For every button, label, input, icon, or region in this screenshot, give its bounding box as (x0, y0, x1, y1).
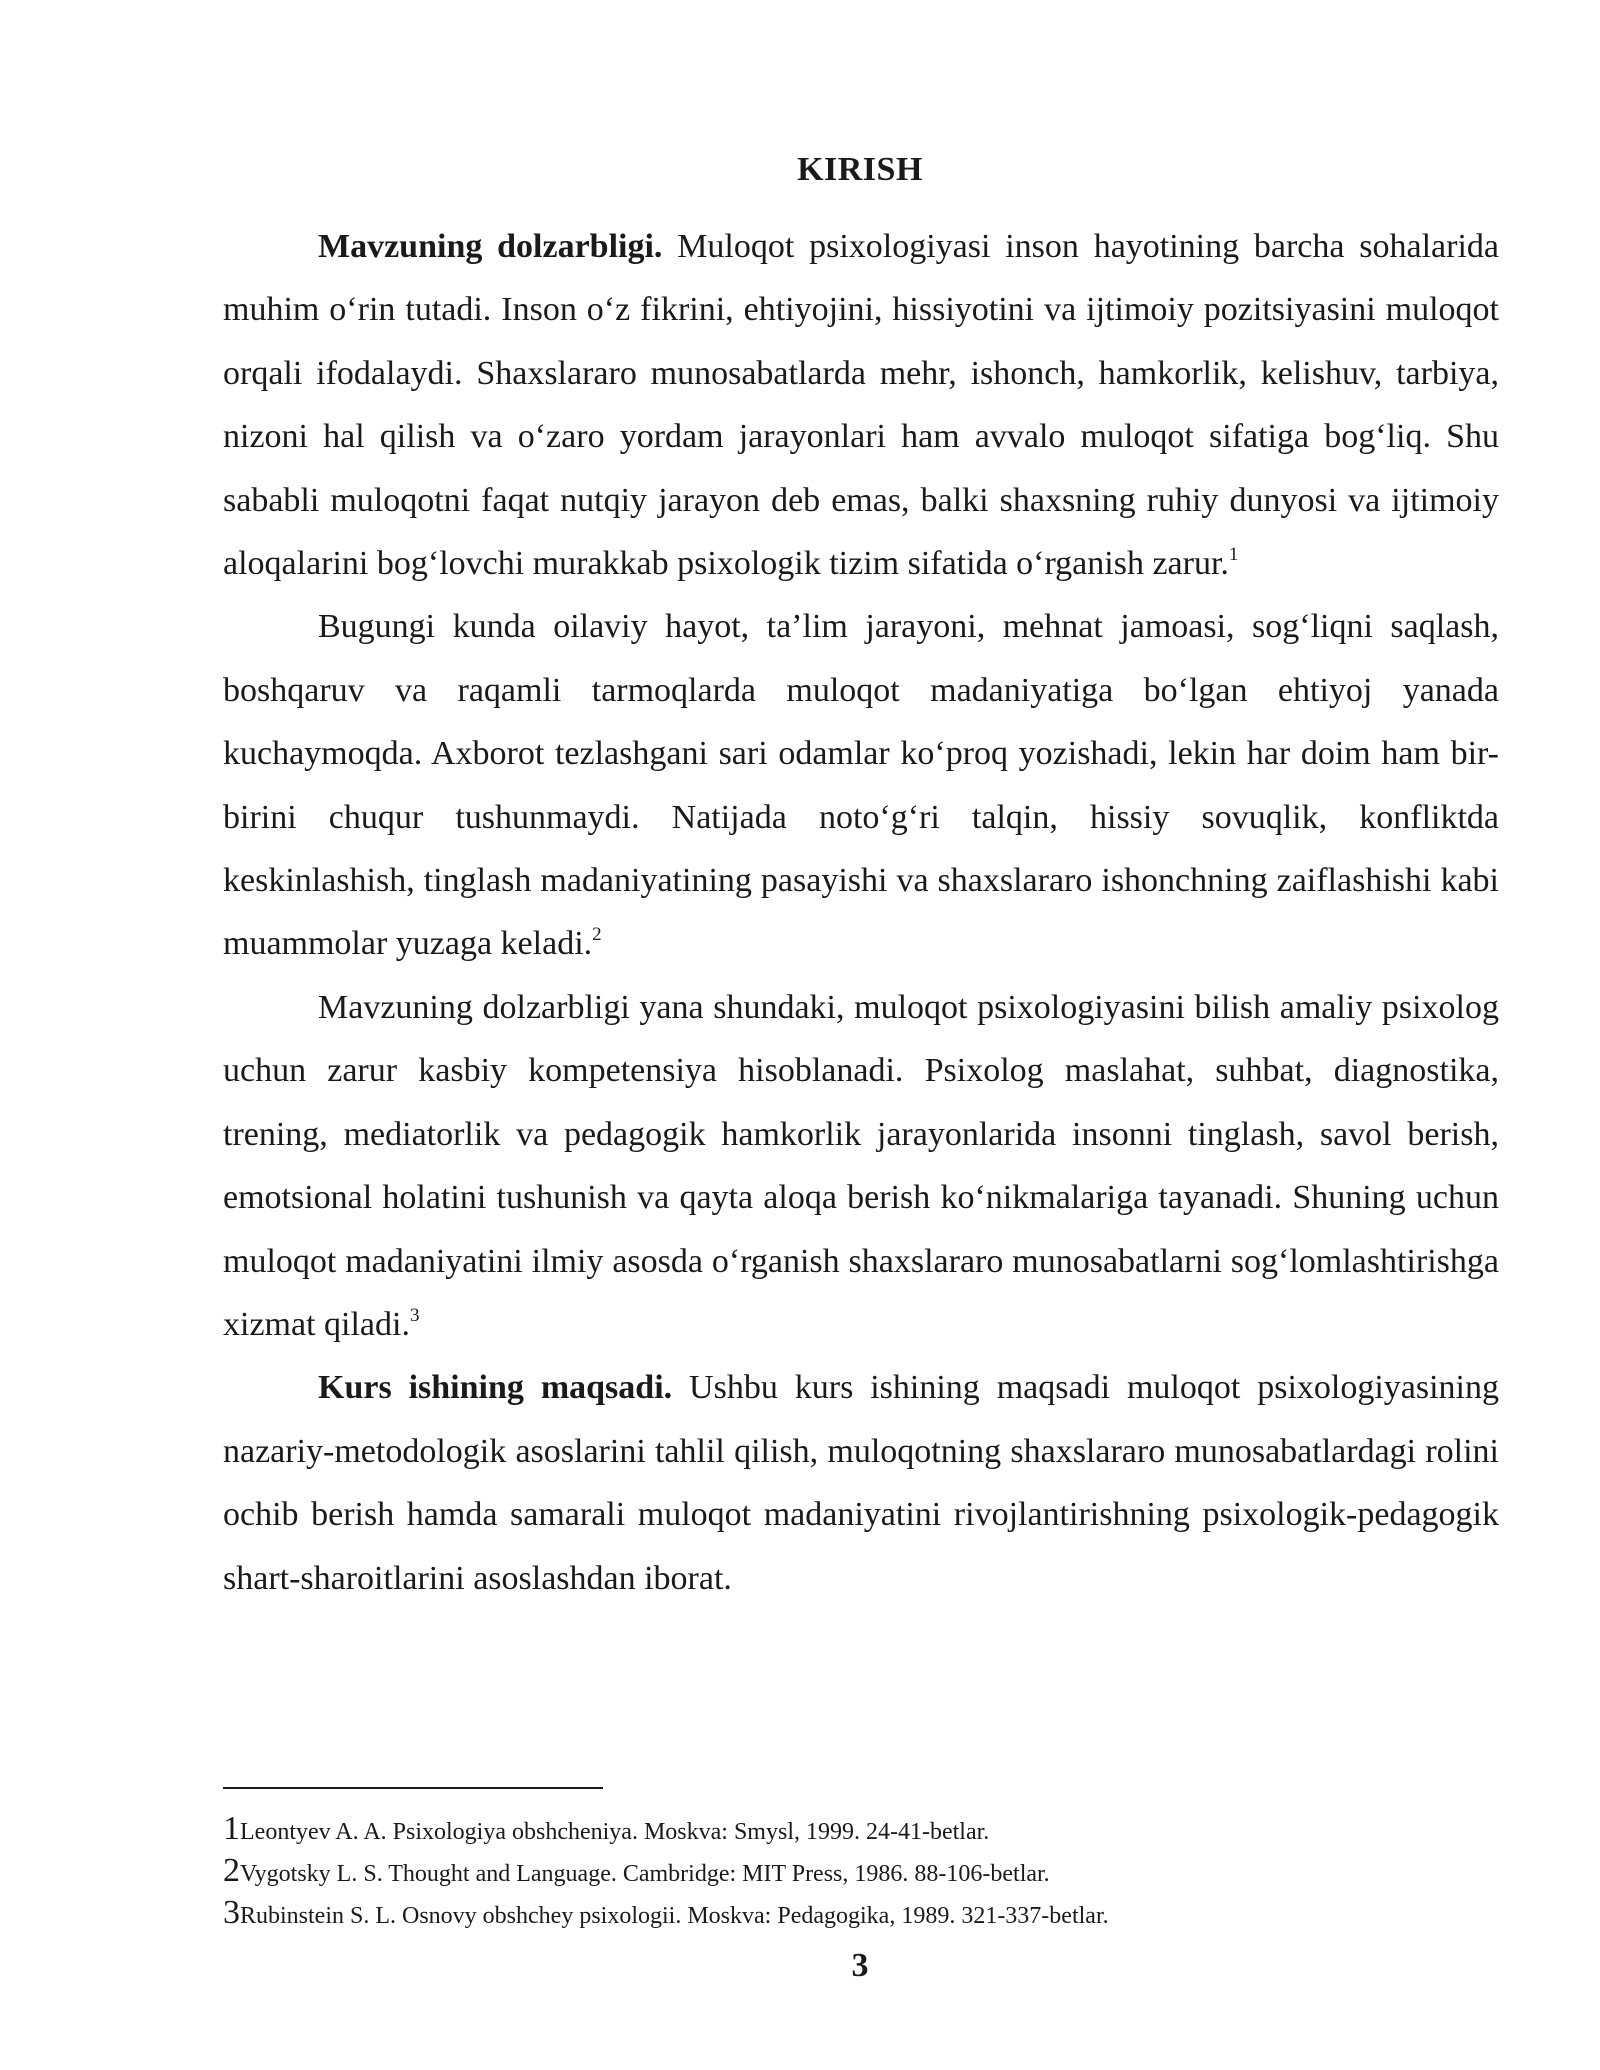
footnote-separator (223, 1787, 603, 1789)
body-text (223, 215, 1499, 1610)
footnote-text: Rubinstein S. L. Osnovy obshchey psixologii. Moskva: Pedagogika, 1989. 321-337-betlar. (240, 1903, 1109, 1929)
paragraph-lead: Mavzuning dolzarbligi. (318, 228, 663, 265)
paragraph-text: Mavzuning dolzarbligi yana shundaki, muloqot psixologiyasini bilish amaliy psixolog uchun zarur kasbiy kompetensiya hisoblanadi. Psixolog maslahat, suhbat, diagnostika, trening, mediatorlik va pedagogik hamkorlik jarayonlarida insonni tinglash, savol berish, emotsional holatini tushunish va qayta aloqa berish ko‘nikmalariga tayanadi. Shuning uchun muloqot madaniyatini ilmiy asosda o‘rganish shaxslararo munosabatlarni sog‘lomlashtirishga xizmat qiladi. (223, 988, 1499, 1343)
paragraph-relevance-continued (223, 976, 1499, 1356)
paragraph-text: Bugungi kunda oilaviy hayot, ta’lim jarayoni, mehnat jamoasi, sog‘liqni saqlash, boshqaruv va raqamli tarmoqlarda muloqot madaniyatiga bo‘lgan ehtiyoj yanada kuchaymoqda. Axborot tezlashgani sari odamlar ko‘proq yozishadi, lekin har doim ham bir-birini chuqur tushunmaydi. Natijada noto‘g‘ri talqin, hissiy sovuqlik, konfliktda keskinlashish, tinglash madaniyatining pasayishi va shaxslararo ishonchning zaiflashishi kabi muammolar yuzaga keladi. (223, 608, 1499, 963)
footnote-number: 1 (223, 1810, 240, 1847)
footnote-item (223, 1808, 1499, 1850)
footnote-ref[interactable]: 2 (592, 924, 602, 946)
footnote-number: 3 (223, 1894, 240, 1931)
footnote-ref[interactable]: 3 (409, 1304, 420, 1326)
footnote-text: Vygotsky L. S. Thought and Language. Cambridge: MIT Press, 1986. 88-106-betlar. (240, 1861, 1050, 1887)
footnote-item (223, 1892, 1499, 1934)
paragraph-text: Ushbu kurs ishining maqsadi muloqot psixologiyasining nazariy-metodologik asoslarini tahlil qilish, muloqotning shaxslararo munosabatlardagi rolini ochib berish hamda samarali muloqot madaniyatini rivojlantirishning psixologik-pedagogik shart-sharoitlarini asoslashdan iborat. (223, 1369, 1499, 1597)
paragraph-goal (223, 1356, 1499, 1610)
footnotes (223, 1808, 1499, 1934)
paragraph-relevance (223, 215, 1499, 595)
section-title: KIRISH (797, 151, 923, 188)
paragraph-context (223, 595, 1499, 975)
footnote-item (223, 1850, 1499, 1892)
paragraph-lead: Kurs ishining maqsadi. (318, 1369, 673, 1407)
footnote-ref[interactable]: 1 (1228, 543, 1239, 565)
paragraph-text: Muloqot psixologiyasi inson hayotining barcha sohalarida muhim o‘rin tutadi. Inson o‘z fikrini, ehtiyojini, hissiyotini va ijtimoiy pozitsiyasini muloqot orqali ifodalaydi. Shaxslararo munosabatlarda mehr, ishonch, hamkorlik, kelishuv, tarbiya, nizoni hal qilish va o‘zaro yordam jarayonlari ham avvalo muloqot sifatiga bog‘liq. Shu sababli muloqotni faqat nutqiy jarayon deb emas, balki shaxsning ruhiy dunyosi va ijtimoiy aloqalarini bog‘lovchi murakkab psixologik tizim sifatida o‘rganish zarur. (223, 228, 1499, 583)
footnote-number: 2 (223, 1852, 240, 1889)
footnote-text: Leontyev A. A. Psixologiya obshcheniya. Moskva: Smysl, 1999. 24-41-betlar. (240, 1819, 990, 1845)
page-number: 3 (851, 1947, 869, 1984)
